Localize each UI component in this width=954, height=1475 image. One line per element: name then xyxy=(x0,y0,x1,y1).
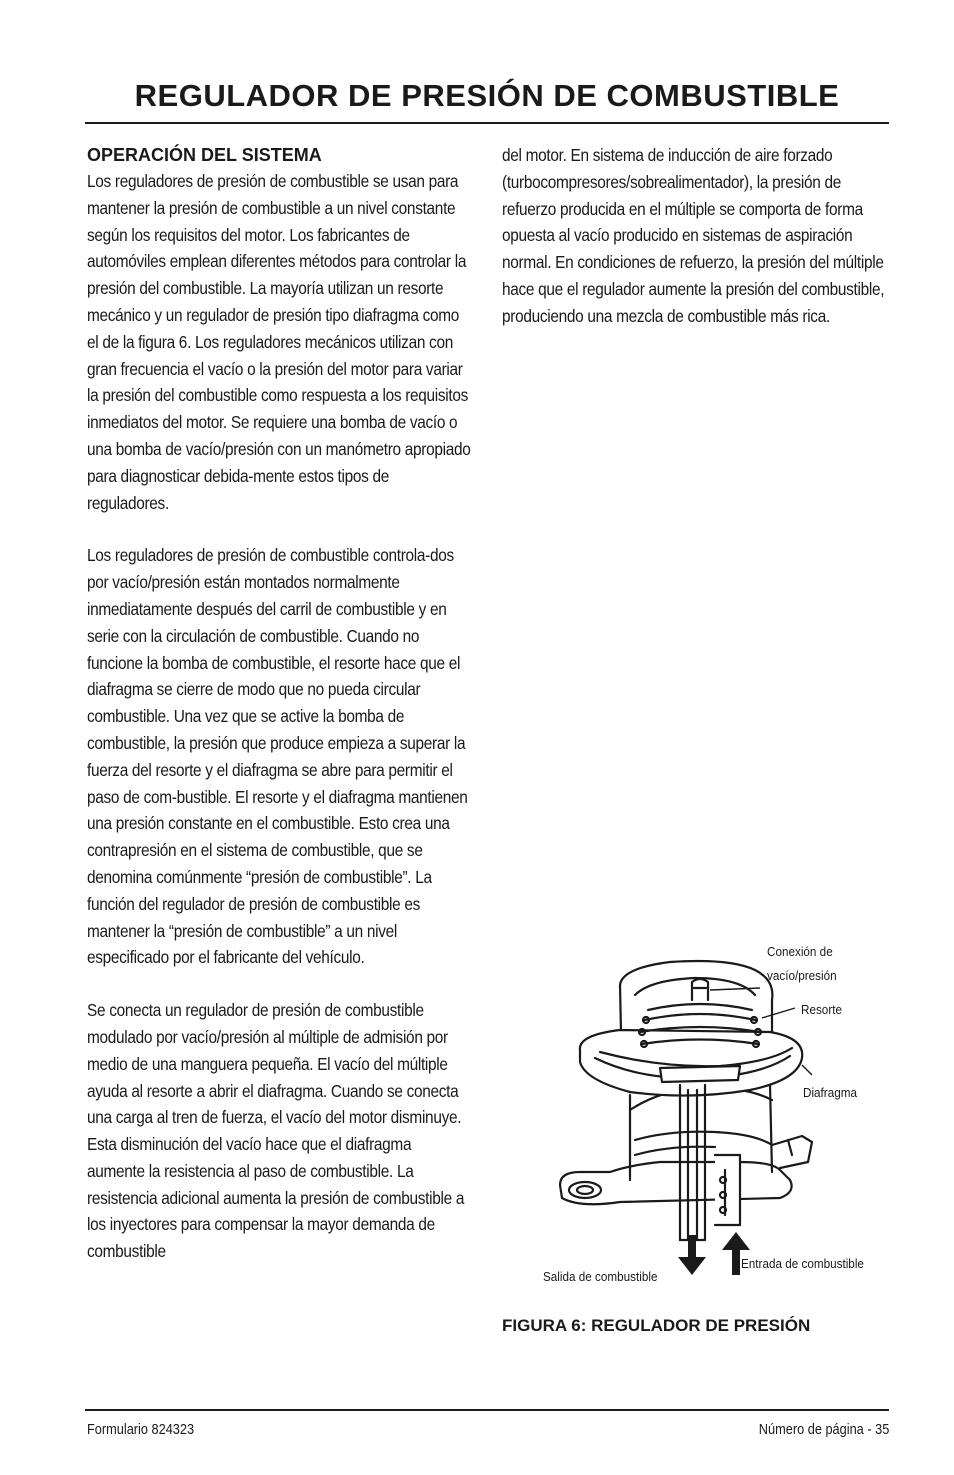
label-fuel-outlet: Salida de combustible xyxy=(543,1269,658,1284)
pressure-regulator-illustration xyxy=(540,940,900,1300)
paragraph-1: Los reguladores de presión de combustible se usan para mantener la presión de combustible a un nivel constante según los requisitos del motor. Los fabricantes de automóviles emplean diferentes métodos para controlar la presión del combustible. La mayoría utilizan un resorte mecánico y un regulador de presión tipo diafragma como el de la figura 6. Los reguladores mecánicos utilizan con gran frecuencia el vacío o la presión del motor para variar la presión del combustible como respuesta a los requisitos inmediatos del motor. Se requiere una bomba de vacío o una bomba de vacío/presión con un manómetro apropiado para diagnosticar debida-mente estos tipos de reguladores. xyxy=(87,171,471,513)
label-diaphragm: Diafragma xyxy=(803,1085,857,1100)
page-title: REGULADOR DE PRESIÓN DE COMBUSTIBLE xyxy=(134,78,840,113)
paragraph-2: Los reguladores de presión de combustible controla-dos por vacío/presión están montados normalmente inmediatamente después del carril de combustible y en serie con la circulación de combustible. Cuando no funcione la bomba de combustible, el resorte hace que el diafragma se cierre de modo que no pueda circular combustible. Una vez que se active la bomba de combustible, la presión que produce empieza a superar la fuerza del resorte y el diafragma se abre para permitir el paso de com-bustible. El resorte y el diafragma mantienen una presión constante en el combustible. Esto crea una contrapresión en el sistema de combustible, que se denomina comúnmente “presión de combustible”. La función del regulador de presión de combustible es mantener la “presión de combustible” a un nivel especificado por el fabricante del vehículo. xyxy=(87,545,468,968)
label-spring: Resorte xyxy=(801,1002,842,1017)
section-heading: OPERACIÓN DEL SISTEMA xyxy=(87,145,322,165)
label-vacuum-connection-line2: vacío/presión xyxy=(767,968,837,983)
label-vacuum-connection-line1: Conexión de xyxy=(767,944,833,959)
label-fuel-inlet: Entrada de combustible xyxy=(741,1256,864,1271)
footer-form-number: Formulario 824323 xyxy=(87,1422,195,1438)
footer-page-number: Número de página - 35 xyxy=(758,1422,889,1438)
left-column xyxy=(87,142,473,1291)
right-column xyxy=(502,142,888,356)
footer-divider xyxy=(85,1409,889,1411)
pressure-regulator-figure xyxy=(540,940,900,1300)
paragraph-3: Se conecta un regulador de presión de combustible modulado por vacío/presión al múltiple de admisión por medio de una manguera pequeña. El vacío del múltiple ayuda al resorte a abrir el diafragma. Cuando se conecta una carga al tren de fuerza, el vacío del motor disminuye. Esta disminución del vacío hace que el diafragma aumente la resistencia al paso de combustible. La resistencia adicional aumenta la presión de combustible a los inyectores para compensar la mayor demanda de combustible xyxy=(87,1000,465,1262)
paragraph-continuation: del motor. En sistema de inducción de aire forzado (turbocompresores/sobrealimentador), la presión de refuerzo producida en el múltiple se comporta de forma opuesta al vacío producido en sistemas de aspiración normal. En condiciones de refuerzo, la presión del múltiple hace que el regulador aumente la presión del combustible, produciendo una mezcla de combustible más rica. xyxy=(502,145,885,326)
figure-caption: FIGURA 6: REGULADOR DE PRESIÓN xyxy=(502,1316,811,1335)
title-divider xyxy=(85,122,889,124)
